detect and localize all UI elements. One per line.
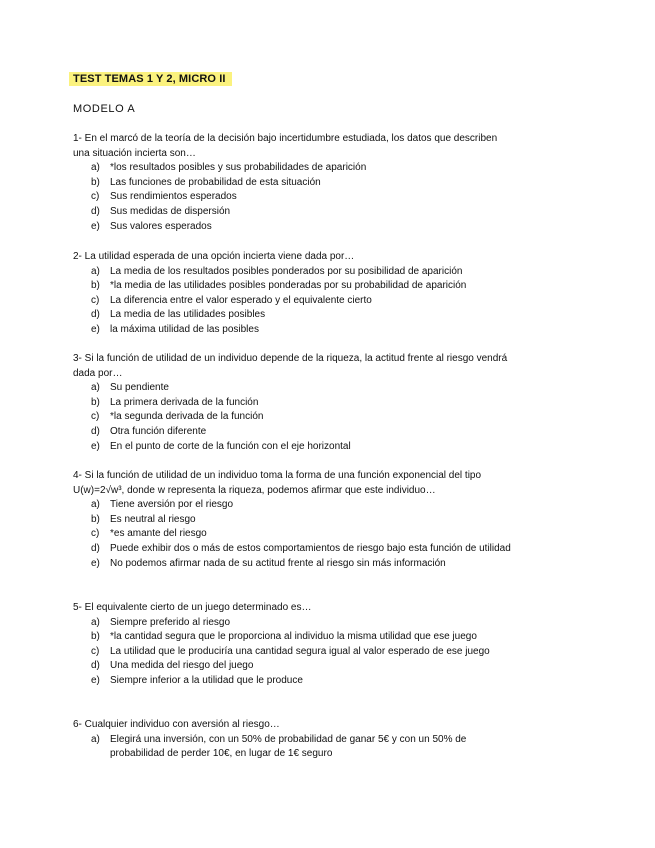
option-text: Puede exhibir dos o más de estos comportamientos de riesgo bajo esta función de utilidad: [110, 542, 511, 554]
option: [73, 425, 513, 440]
option-letter: a): [91, 733, 100, 745]
question-stem: 4- Si la función de utilidad de un individuo toma la forma de una función exponencial del tipo U(w)=2√w³, donde w representa la riqueza, podemos afirmar que este individuo…: [73, 470, 482, 496]
option-text: Siempre inferior a la utilidad que le produce: [110, 674, 303, 686]
question-1: [73, 132, 513, 234]
option-list: [73, 733, 513, 762]
option-list: [73, 381, 513, 454]
option-letter: a): [91, 616, 100, 628]
option-letter: d): [91, 542, 100, 554]
option-letter: d): [91, 660, 100, 672]
option: [73, 498, 513, 513]
option: [73, 294, 513, 309]
option-text: *los resultados posibles y sus probabilidades de aparición: [110, 162, 367, 174]
question-5: [73, 601, 513, 689]
option: [73, 410, 513, 425]
question-2: [73, 250, 513, 338]
option: [73, 176, 513, 191]
option: [73, 161, 513, 176]
option-text: La diferencia entre el valor esperado y el equivalente cierto: [110, 294, 372, 306]
option-text: La utilidad que le produciría una cantidad segura igual al valor esperado de ese juego: [110, 645, 490, 657]
option-text: Tiene aversión por el riesgo: [110, 499, 234, 511]
option-letter: b): [91, 280, 100, 292]
option-text: La media de las utilidades posibles: [110, 309, 266, 321]
option: [73, 205, 513, 220]
option-letter: a): [91, 499, 100, 511]
option-text: Su pendiente: [110, 382, 169, 394]
option: [73, 616, 513, 631]
option-letter: d): [91, 425, 100, 437]
option-text: No podemos afirmar nada de su actitud frente al riesgo sin más información: [110, 557, 446, 569]
option: [73, 396, 513, 411]
option-letter: b): [91, 513, 100, 525]
option-text: Es neutral al riesgo: [110, 513, 196, 525]
question-6: [73, 718, 513, 762]
option-text: Sus rendimientos esperados: [110, 191, 237, 203]
option-letter: b): [91, 631, 100, 643]
option-text: *la media de las utilidades posibles ponderadas por su probabilidad de aparición: [110, 280, 467, 292]
option-list: [73, 616, 513, 689]
option-letter: a): [91, 162, 100, 174]
option-text: Siempre preferido al riesgo: [110, 616, 231, 628]
model-label: MODELO A: [73, 103, 136, 115]
question-stem: 1- En el marcó de la teoría de la decisión bajo incertidumbre estudiada, los datos que describen una situación incierta son…: [73, 133, 498, 159]
option: [73, 630, 513, 645]
option-letter: e): [91, 557, 100, 569]
option-letter: c): [91, 645, 100, 657]
option: [73, 733, 513, 762]
option-letter: e): [91, 220, 100, 232]
question-3: [73, 352, 513, 454]
option: [73, 381, 513, 396]
question-4: [73, 469, 513, 571]
option: [73, 645, 513, 660]
option: [73, 308, 513, 323]
option-text: En el punto de corte de la función con el eje horizontal: [110, 440, 351, 452]
option: [73, 265, 513, 280]
option-text: Elegirá una inversión, con un 50% de probabilidad de ganar 5€ y con un 50% de probabilidad de perder 10€, en lugar de 1€ seguro: [110, 733, 467, 760]
option: [73, 190, 513, 205]
option: [73, 323, 513, 338]
option-letter: b): [91, 176, 100, 188]
option: [73, 674, 513, 689]
option-letter: d): [91, 309, 100, 321]
option-letter: e): [91, 440, 100, 452]
option-letter: c): [91, 411, 100, 423]
option-letter: e): [91, 323, 100, 335]
option: [73, 542, 513, 557]
option: [73, 440, 513, 455]
option-text: *la segunda derivada de la función: [110, 411, 264, 423]
option-text: *la cantidad segura que le proporciona al individuo la misma utilidad que ese juego: [110, 631, 477, 643]
option-letter: a): [91, 382, 100, 394]
option-text: Sus medidas de dispersión: [110, 205, 231, 217]
option: [73, 557, 513, 572]
option: [73, 527, 513, 542]
question-stem: 3- Si la función de utilidad de un individuo depende de la riqueza, la actitud frente al riesgo vendrá dada por…: [73, 353, 508, 379]
option-text: *es amante del riesgo: [110, 528, 207, 540]
option-text: Otra función diferente: [110, 425, 207, 437]
option-letter: e): [91, 674, 100, 686]
option: [73, 659, 513, 674]
option-text: Las funciones de probabilidad de esta situación: [110, 176, 321, 188]
option-text: La primera derivada de la función: [110, 396, 259, 408]
option-letter: c): [91, 294, 100, 306]
option-text: la máxima utilidad de las posibles: [110, 323, 259, 335]
document-title: TEST TEMAS 1 Y 2, MICRO II: [69, 72, 232, 86]
question-stem: 2- La utilidad esperada de una opción incierta viene dada por…: [73, 251, 355, 262]
option-list: [73, 161, 513, 234]
question-stem: 6- Cualquier individuo con aversión al riesgo…: [73, 719, 280, 730]
option-letter: c): [91, 191, 100, 203]
option-letter: d): [91, 205, 100, 217]
option-letter: c): [91, 528, 100, 540]
option: [73, 279, 513, 294]
option-list: [73, 498, 513, 571]
option-list: [73, 265, 513, 338]
option-text: Sus valores esperados: [110, 220, 212, 232]
option: [73, 220, 513, 235]
option-letter: a): [91, 265, 100, 277]
option: [73, 513, 513, 528]
option-text: La media de los resultados posibles ponderados por su posibilidad de aparición: [110, 265, 463, 277]
question-stem: 5- El equivalente cierto de un juego determinado es…: [73, 602, 312, 613]
option-letter: b): [91, 396, 100, 408]
option-text: Una medida del riesgo del juego: [110, 660, 254, 672]
